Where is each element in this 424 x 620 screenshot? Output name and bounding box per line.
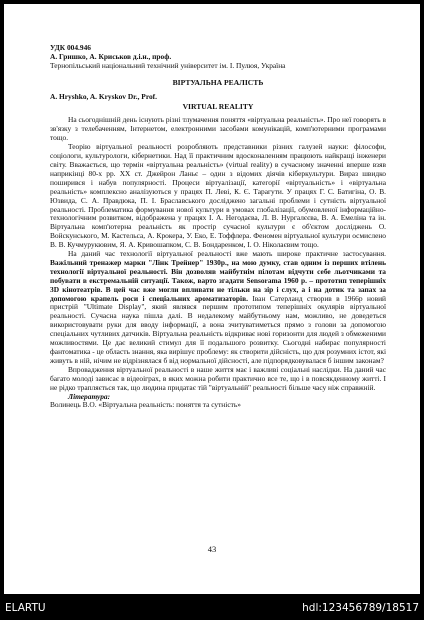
title-ua: ВІРТУАЛЬНА РЕАЛІСТЬ [172,77,264,87]
article-body [50,44,386,410]
paragraph-2: Теорію віртуальної реальності розробляють представники різних галузей науки: філософи, соціологи, культурологи, кібернетики. Над її практичним вдосконаленням працюють найкращі інженери світу. Вважається, що термін «віртуальна реальність» (virtual reality) в сучасному значенні вперше взяв наприкінці 80-х рр. XX ст. Джейрон Ланьє – один з відомих діячів кіберкультури. Вираз швидко поширився і набув популярності. Процеси віртуалізації, категорії «віртуальність» і «віртуальна реальність» комплексно аналізуються у працях П. Леві, К. Є. Тарагути. У працях Г. С. Батигіна, О. В. Юзвида, С. А. Правдюка, П. І. Браславського досліджено загальні проблеми і сутність віртуальної реальності. Проблематика формування нової культури в умовах глобалізації, обумовленої інформаційно-технологічним розвитком, відображена у працях І. А. Негодаєва, Л. В. Нургалєєва, В. А. Емеліна та ін. Віртуальна комп'ютерна реальність як простір сучасної культури є об'єктом досліджень О. Войскунського, М. Кастельса, А. Крокера, У. Еко, Е. Тоффлера. Феномен віртуальної культури осмислено В. В. Кучмурукювим, Я. А. Кривошапком, С. В. Бондаренком, І. О. Ніколаєвим тощо. [50,142,386,250]
paragraph-3-lead: На даний час технології віртуальної реальності вже мають широке практичне застосування. [68,249,386,259]
repository-name: ELARTU [5,602,46,614]
repository-footer [0,594,424,620]
authors-ua: А. Гришко, А. Криськов д.і.н., проф. [50,51,172,61]
title-en: VIRTUAL REALITY [182,101,254,111]
literature-heading: Література: [68,391,111,401]
paragraph-3-bold: Важільний тренажер марки "Лінк Трейнер" 1930р., на мою думку, став одним із перших втілень технології віртуальної реальності. Він дозволяв майбутнім пілотам відчути себе льотчиками та побувати в екстремальній ситуації. Також, варто згадати Sensorama 1960 р. – прототип теперішніх 3D кінотеатрів. В цей час вже могли впливати не тільки на зір і слух, а і на дотик та запах за допомогою крапель роси і спеціальних ароматизаторів. [50,257,386,303]
document-page [4,4,420,594]
paragraph-3 [50,250,386,366]
paragraph-1: На сьогоднішній день існують різні тлумачення поняття «віртуальна реальність». Про неї говорять в зв'язку з телебаченням, Інтернетом, електронними засобами комунікацій, комп'ютерними програмами тощо. [50,115,386,143]
affiliation: Тернопільський національний технічний університет ім. І. Пулюя, Україна [50,60,286,70]
paragraph-3-tail: Іван Сатерланд створив в 1966р новий пристрій "Ultimate Display", який являвся першим прототипом теперішніх окулярів віртуальної реальності. Сучасна наука пішла далі. В недалекому майбутньому нам, можливо, не доведеться використовувати руки для вводу інформації, а вона зчитуватиметься прямо з голови за допомогою спеціальних чутливих датчиків. Віртуальна реальність відкриває нові горизонти для людей з обмеженими можливостями. Це дає великий стимул для її подальшого розвитку. Сьогодні набирає популярності фантоматика - це область знання, яка вирішує проблему: як створити дійсність, що для розумних істот, які живуть в ній, нічим не відрізнялася б від нормальної дійсності, але підпорядковувалася б іншим законам? [50,293,386,365]
authors-en: A. Hryshko, A. Kryskov Dr., Prof. [50,91,157,101]
reference-1: Волинець В.О. «Віртуальна реальність: поняття та сутність» [50,400,241,410]
handle-identifier: hdl:123456789/18517 [302,602,419,614]
page-number: 43 [207,544,217,554]
paragraph-4: Впровадження віртуальної реальності в наше життя має і важливі соціальні наслідки. На даний час багато молоді зависає в відеоіграх, в яких можна робити практично все те, що і в повсякденному житті. І не рідко трапляється так, що людина придатає тій "віртуальній" реальності більше часу ніж справжній. [50,364,386,392]
udk-code: УДК 004.946 [50,43,91,52]
